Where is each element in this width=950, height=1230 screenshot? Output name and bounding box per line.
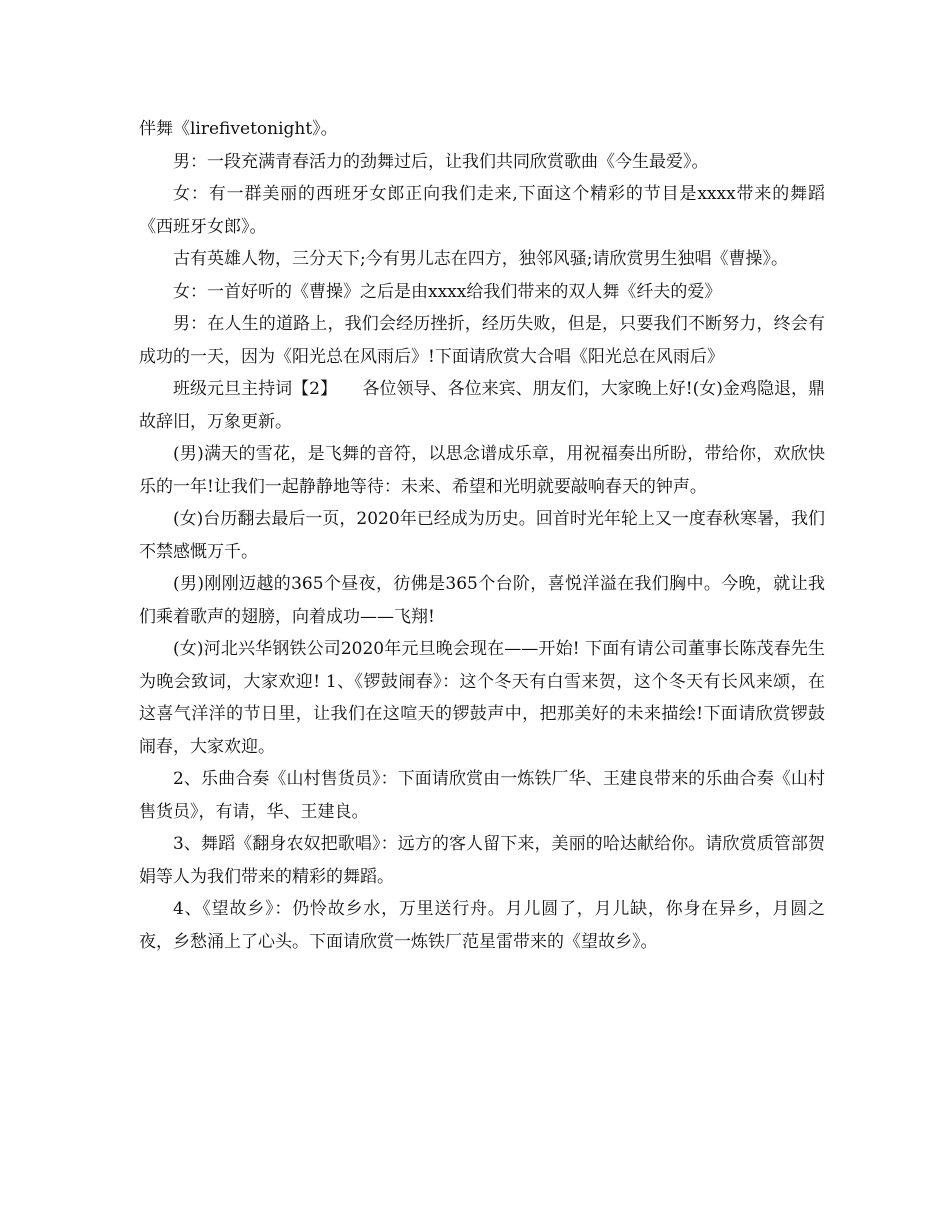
paragraph-4: 古有英雄人物，三分天下;今有男儿志在四方，独邻风骚;请欣赏男生独唱《曹操》。 [173, 249, 788, 269]
paragraph-11: (女)河北兴华钢铁公司2020年元旦晚会现在——开始! 下面有请公司董事长陈茂春先生为晚会致词，大家欢迎! 1、《锣鼓闹春》：这个冬天有白雪来贺，这个冬天有长风来颂，在这喜气洋洋的节日里，让我们在这喧天的锣鼓声中，把那美好的未来描绘!下面请欣赏锣鼓闹春，大家欢迎。 [139, 639, 825, 757]
paragraph-14: 4、《望故乡》：仍怜故乡水，万里送行舟。月儿圆了，月儿缺，你身在异乡，月圆之夜，乡愁涌上了心头。下面请欣赏一炼铁厂范星雷带来的《望故乡》。 [139, 899, 825, 952]
paragraph-12: 2、乐曲合奏《山村售货员》：下面请欣赏由一炼铁厂华、王建良带来的乐曲合奏《山村售货员》，有请，华、王建良。 [139, 769, 825, 822]
paragraph-13: 3、舞蹈《翻身农奴把歌唱》：远方的客人留下来，美丽的哈达献给你。请欣赏质管部贺娟等人为我们带来的精彩的舞蹈。 [139, 834, 825, 887]
paragraph-2: 男：一段充满青春活力的劲舞过后，让我们共同欣赏歌曲《今生最爱》。 [173, 151, 709, 172]
paragraph-9: (女)台历翻去最后一页，2020年已经成为历史。回首时光年轮上又一度春秋寒暑，我们不禁感慨万千。 [139, 509, 825, 562]
paragraph-8: (男)满天的雪花，是飞舞的音符，以思念谱成乐章，用祝福奏出所盼，带给你，欢欣快乐的一年!让我们一起静静地等待：未来、希望和光明就要敲响春天的钟声。 [139, 444, 825, 497]
paragraph-10: (男)刚刚迈越的365个昼夜，彷佛是365个台阶，喜悦洋溢在我们胸中。今晚，就让我们乘着歌声的翅膀，向着成功——飞翔! [139, 574, 825, 627]
paragraph-5: 女：一首好听的《曹操》之后是由xxxx给我们带来的双人舞《纤夫的爱》 [173, 281, 722, 302]
paragraph-6: 男：在人生的道路上，我们会经历挫折，经历失败，但是，只要我们不断努力，终会有成功的一天，因为《阳光总在风雨后》!下面请欣赏大合唱《阳光总在风雨后》 [139, 314, 825, 367]
paragraph-1: 伴舞《lirefivetonight》。 [139, 119, 338, 139]
paragraph-3: 女：有一群美丽的西班牙女郎正向我们走来,下面这个精彩的节目是xxxx带来的舞蹈《西班牙女郎》。 [139, 184, 825, 237]
paragraph-7: 班级元旦主持词【2】 各位领导、各位来宾、朋友们，大家晚上好!(女)金鸡隐退，鼎故辞旧，万象更新。 [139, 379, 825, 432]
document-body [139, 113, 825, 958]
